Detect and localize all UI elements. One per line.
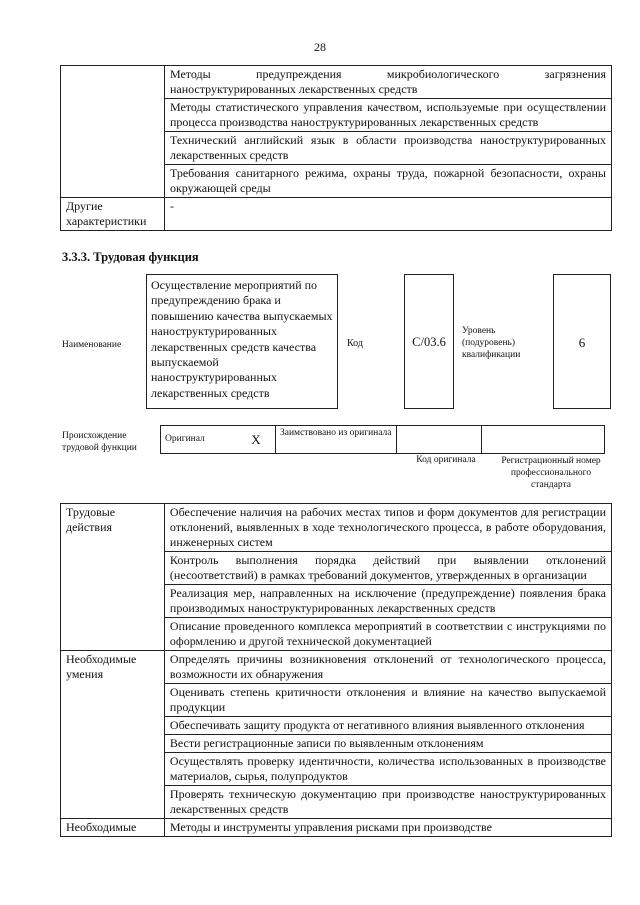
table-row — [61, 651, 612, 684]
table-cell: Проверять техническую документацию при производстве наноструктурированных лекарственных средств — [164, 786, 611, 819]
table-cell: Осуществлять проверку идентичности, количества использованных в производстве материалов, сырья, полупродуктов — [164, 753, 611, 786]
table-cell: Вести регистрационные записи по выявленным отклонениям — [164, 735, 611, 753]
table-row — [61, 66, 612, 99]
table-cell: Описание проведенного комплекса мероприятий в соответствии с инструкциями по оформлению и другой технической документацией — [164, 618, 611, 651]
original-cell: Оригинал — [161, 426, 238, 454]
original-mark: X — [237, 426, 276, 454]
origin-table — [160, 425, 605, 454]
table-cell: Требования санитарного режима, охраны труда, пожарной безопасности, охраны окружающей среды — [164, 165, 611, 198]
reg-number-cell — [482, 426, 605, 454]
table-row — [161, 426, 605, 454]
section-title: 3.3.3. Трудовая функция — [62, 250, 199, 264]
table-cell: - — [164, 198, 611, 231]
caption-reg-number: Регистрационный номер профессионального стандарта — [501, 456, 601, 490]
group-label-actions: Трудовые действия — [61, 504, 165, 651]
level-label: Уровень (подуровень) квалификации — [462, 326, 521, 360]
name-value: Осуществление мероприятий по предупреждению брака и повышению качества выпускаемых наноструктурированных лекарственных средств качества выпускаемой наноструктурированных лекарственных средств — [146, 274, 338, 409]
name-label: Наименование — [62, 340, 122, 350]
table-cell: Обеспечивать защиту продукта от негативного влияния выявленного отклонения — [164, 717, 611, 735]
table-row — [61, 504, 612, 552]
table-cell: Оценивать степень критичности отклонения и влияние на качество выпускаемой продукции — [164, 684, 611, 717]
group-label-skills: Необходимые умения — [61, 651, 165, 819]
original-code-cell — [397, 426, 482, 454]
borrowed-cell: Заимствовано из оригинала — [276, 426, 397, 454]
row-label — [61, 66, 165, 198]
row-label: Другие характеристики — [61, 198, 165, 231]
caption-original-code: Код оригинала — [416, 455, 476, 465]
page-number: 28 — [314, 40, 326, 54]
table-row — [61, 198, 612, 231]
table-cell: Методы и инструменты управления рисками при производстве — [164, 819, 611, 837]
table-row — [61, 819, 612, 837]
labor-function-table — [60, 503, 612, 837]
origin-label: Происхождение трудовой функции — [62, 431, 137, 453]
table-cell: Методы предупреждения микробиологического загрязнения наноструктурированных лекарственных средств — [164, 66, 611, 99]
table-cell: Технический английский язык в области производства наноструктурированных лекарственных средств — [164, 132, 611, 165]
knowledge-table-continued — [60, 65, 612, 231]
level-value: 6 — [553, 274, 611, 409]
code-value: C/03.6 — [404, 274, 454, 409]
table-cell: Контроль выполнения порядка действий при выявлении отклонений (несоответствий) в рамках требований документов, утвержденных в организации — [164, 552, 611, 585]
table-cell: Реализация мер, направленных на исключение (предупреждение) появления брака производимых наноструктурированных лекарственных средств — [164, 585, 611, 618]
table-cell: Обеспечение наличия на рабочих местах типов и форм документов для регистрации отклонений, выявленных в ходе технологического процесса, в работе оборудования, инженерных систем — [164, 504, 611, 552]
table-cell: Определять причины возникновения отклонений от технологического процесса, возможности их обнаружения — [164, 651, 611, 684]
group-label-knowledge: Необходимые — [61, 819, 165, 837]
table-cell: Методы статистического управления качеством, используемые при осуществлении процесса производства наноструктурированных лекарственных средств — [164, 99, 611, 132]
code-label: Код — [347, 338, 363, 349]
